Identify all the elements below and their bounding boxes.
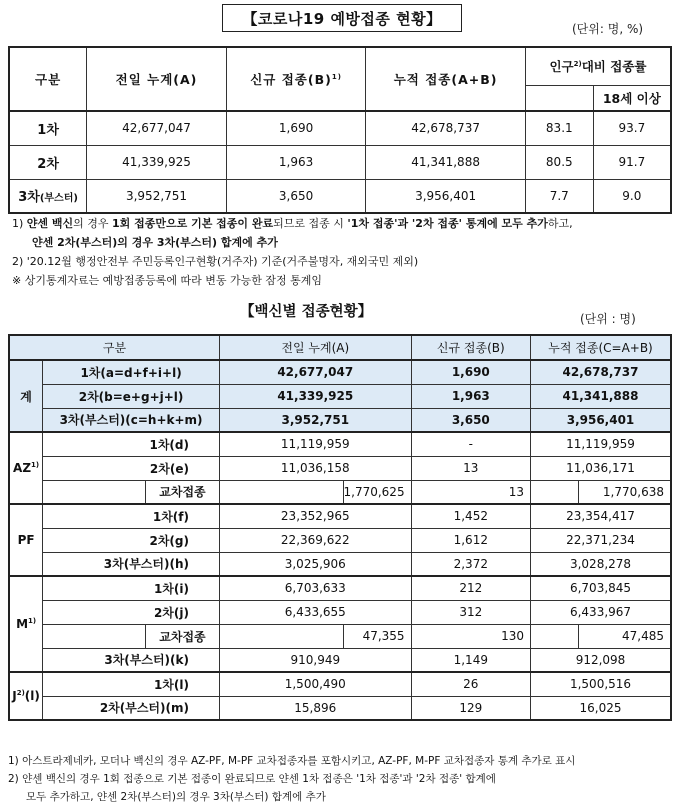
col-header-prev: 전일 누계(A) [87, 47, 227, 111]
cell-new: 312 [411, 600, 530, 624]
col-header-age18: 18세 이상 [593, 85, 671, 111]
cell-new: 1,452 [411, 504, 530, 528]
table-row [9, 552, 671, 576]
vaccination-status-table [8, 46, 672, 214]
cell-prev: 1,500,490 [219, 672, 411, 696]
cell-prev: 3,025,906 [219, 552, 411, 576]
table-row [9, 696, 671, 720]
cell-cum: 41,341,888 [531, 384, 671, 408]
col-header-new: 신규 접종(B) [411, 335, 530, 360]
cell-new: 1,149 [411, 648, 530, 672]
table-row [9, 384, 671, 408]
cell-cum: 11,119,959 [531, 432, 671, 456]
cell-cum: 16,025 [531, 696, 671, 720]
cell-prev: 41,339,925 [219, 384, 411, 408]
row-label: 3차(부스터)(c=h+k+m) [43, 408, 220, 432]
cell-new: 129 [411, 696, 530, 720]
row-label: 3차(부스터)(h) [43, 552, 220, 576]
cell-new: 3,650 [226, 179, 365, 213]
footnote-2: 2) '20.12월 행정안전부 주민등록인구현황(거주자) 기준(거주불명자, 재외국민 제외) [12, 255, 419, 268]
row-label: 2차 [9, 145, 87, 179]
footnote-2-line2: 모두 추가하고, 얀센 2차(부스터)의 경우 3차(부스터) 합계에 추가 [26, 791, 326, 803]
col-header-new: 신규 접종$(B)^{1)}$ [226, 47, 365, 111]
cell-cum: 3,028,278 [531, 552, 671, 576]
table-row-cross [9, 480, 671, 504]
cell-new: 26 [411, 672, 530, 696]
footnote-2: 2) 얀센 백신의 경우 1회 접종으로 기본 접종이 완료되므로 얀센 1차 접종은 '1차 접종'과 '2차 접종' 합계에 [8, 773, 496, 785]
table-row [9, 179, 671, 213]
unit-label-1: (단위: 명, %) [572, 22, 644, 36]
cell-prev: 47,355 [343, 624, 411, 648]
table-row [9, 456, 671, 480]
cell-prev: 11,036,158 [219, 456, 411, 480]
row-label: 1차(a=d+f+i+l) [43, 360, 220, 384]
footnote-note: ※ 상기통계자료는 예방접종등록에 따라 변동 가능한 잠정 통계임 [12, 274, 322, 287]
table-row [9, 648, 671, 672]
cell-new: 1,963 [411, 384, 530, 408]
cell-adult: 9.0 [593, 179, 671, 213]
cell-new: 3,650 [411, 408, 530, 432]
cell-cum: 47,485 [578, 624, 671, 648]
footnotes-2 [8, 752, 676, 806]
col-header-pop-rate: 인구$^{2)}$대비 접종률 [525, 47, 671, 85]
table-row [9, 528, 671, 552]
group-label-m: $M^{1)}$ [9, 576, 43, 672]
table-row [9, 432, 671, 456]
cell-cum: 42,678,737 [531, 360, 671, 384]
table-row [9, 111, 671, 145]
cell-new: 130 [411, 624, 530, 648]
col-header-gubun: 구분 [9, 47, 87, 111]
table-row-cross [9, 624, 671, 648]
cell-prev: 6,433,655 [219, 600, 411, 624]
cell-new: 13 [411, 456, 530, 480]
vaccine-status-table [8, 334, 672, 721]
row-label: 1차(l) [43, 672, 220, 696]
cell-new: 212 [411, 576, 530, 600]
cell-pop: 7.7 [525, 179, 593, 213]
cell-prev: 41,339,925 [87, 145, 227, 179]
cell-pop: 83.1 [525, 111, 593, 145]
vaccination-status-title: 【코로나19 예방접종 현황】 [222, 4, 462, 32]
vaccine-status-title: 【백신별 접종현황】 [240, 304, 373, 320]
cell-cum: 6,703,845 [531, 576, 671, 600]
row-label: 2차(b=e+g+j+l) [43, 384, 220, 408]
col-header-prev: 전일 누계(A) [219, 335, 411, 360]
cell-pop: 80.5 [525, 145, 593, 179]
footnote-1: 1) 얀센 백신의 경우 1회 접종만으로 기본 접종이 완료되므로 접종 시 '1차 접종'과 '2차 접종' 통계에 모두 추가하고, [12, 217, 573, 230]
footnote-1: 1) 아스트라제네카, 모더나 백신의 경우 AZ-PF, M-PF 교차접종자를 포함시키고, AZ-PF, M-PF 교차접종자 통계 추가로 표시 [8, 755, 576, 767]
cell-new: 1,612 [411, 528, 530, 552]
cell-new: 1,690 [226, 111, 365, 145]
row-label-cross: 교차접종 [145, 480, 219, 504]
table-row [9, 360, 671, 384]
cell-adult: 93.7 [593, 111, 671, 145]
row-label: 1차(f) [43, 504, 220, 528]
cell-prev: 42,677,047 [87, 111, 227, 145]
row-label: 3차(부스터)(k) [43, 648, 220, 672]
cell-cum: 1,500,516 [531, 672, 671, 696]
row-label: 2차(부스터)(m) [43, 696, 220, 720]
row-label-cross: 교차접종 [145, 624, 219, 648]
footnotes-1 [12, 214, 676, 290]
col-header-cum: 누적 접종(A+B) [366, 47, 526, 111]
cell-cum: 22,371,234 [531, 528, 671, 552]
col-header-gubun: 구분 [9, 335, 219, 360]
group-label-j: $J^{2)}(l)$ [9, 672, 43, 720]
row-label: 2차(j) [43, 600, 220, 624]
col-header-cum: 누적 접종(C=A+B) [531, 335, 671, 360]
cell-cum: 23,354,417 [531, 504, 671, 528]
table-row [9, 145, 671, 179]
cell-prev: 3,952,751 [87, 179, 227, 213]
cell-new: 1,690 [411, 360, 530, 384]
cell-cum: 11,036,171 [531, 456, 671, 480]
row-label: 1차(d) [43, 432, 220, 456]
row-label: 1차(i) [43, 576, 220, 600]
unit-label-2: (단위 : 명) [580, 312, 636, 326]
cell-cum: 3,956,401 [531, 408, 671, 432]
table-row [9, 576, 671, 600]
cell-cum: 1,770,638 [578, 480, 671, 504]
table-row [9, 408, 671, 432]
group-label-pf: PF [9, 504, 43, 576]
cell-prev: 42,677,047 [219, 360, 411, 384]
cell-new: - [411, 432, 530, 456]
group-label-total: 계 [9, 360, 43, 432]
table-row [9, 600, 671, 624]
footnote-1-line2: 얀센 2차(부스터)의 경우 3차(부스터) 합계에 추가 [32, 236, 278, 249]
cell-prev: 22,369,622 [219, 528, 411, 552]
cell-prev: 23,352,965 [219, 504, 411, 528]
row-label: 3차(부스터) [9, 179, 87, 213]
table-row [9, 672, 671, 696]
cell-cum: 3,956,401 [366, 179, 526, 213]
cell-prev: 1,770,625 [343, 480, 411, 504]
row-label: 1차 [9, 111, 87, 145]
cell-prev: 3,952,751 [219, 408, 411, 432]
cell-adult: 91.7 [593, 145, 671, 179]
cell-prev: 15,896 [219, 696, 411, 720]
cell-new: 2,372 [411, 552, 530, 576]
cell-prev: 11,119,959 [219, 432, 411, 456]
row-label: 2차(g) [43, 528, 220, 552]
cell-prev: 910,949 [219, 648, 411, 672]
cell-cum: 41,341,888 [366, 145, 526, 179]
cell-cum: 912,098 [531, 648, 671, 672]
table-row [9, 504, 671, 528]
cell-new: 13 [411, 480, 530, 504]
cell-cum: 6,433,967 [531, 600, 671, 624]
cell-prev: 6,703,633 [219, 576, 411, 600]
cell-cum: 42,678,737 [366, 111, 526, 145]
cell-new: 1,963 [226, 145, 365, 179]
group-label-az: AZ$^{1)}$ [9, 432, 43, 504]
row-label: 2차(e) [43, 456, 220, 480]
